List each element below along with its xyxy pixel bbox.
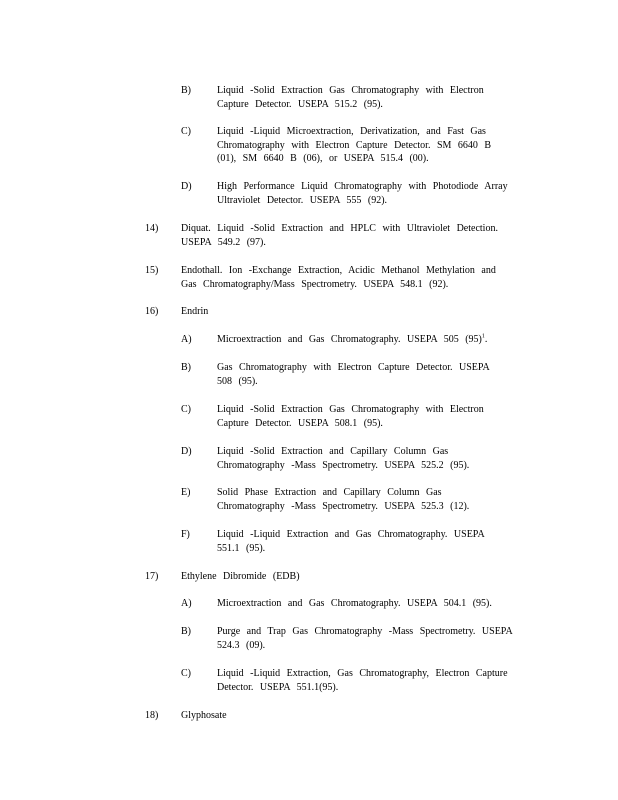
item-text bbox=[181, 709, 227, 723]
item-label: C) bbox=[181, 404, 191, 415]
item-text-body: Solid Phase Extraction and Capillary Column Gas Chromatography -Mass Spectrometry. USEPA 525.3 (12). bbox=[217, 487, 470, 512]
item-text-body: Microextraction and Gas Chromatography. USEPA 505 (95) bbox=[217, 334, 482, 345]
item-label: B) bbox=[181, 85, 191, 96]
item-text bbox=[217, 333, 487, 347]
item-text bbox=[217, 528, 485, 555]
item-text bbox=[217, 625, 513, 652]
item-text-body: Liquid -Liquid Microextraction, Derivatization, and Fast Gas Chromatography with Electron Capture Detector. SM 6640 B (01), SM 6640 B (06), or USEPA 515.4 (00). bbox=[217, 126, 492, 164]
item-text bbox=[217, 667, 508, 694]
item-text-body: Liquid -Solid Extraction Gas Chromatography with Electron Capture Detector. USEPA 515.2 (95). bbox=[217, 85, 484, 110]
item-text bbox=[217, 445, 469, 472]
item-text-body: High Performance Liquid Chromatography with Photodiode Array Ultraviolet Detector. USEPA 555 (92). bbox=[217, 181, 508, 206]
item-text-body: Diquat. Liquid -Solid Extraction and HPLC with Ultraviolet Detection. USEPA 549.2 (97). bbox=[181, 223, 498, 248]
item-text-body: Liquid -Liquid Extraction and Gas Chromatography. USEPA 551.1 (95). bbox=[217, 529, 485, 554]
item-text bbox=[217, 180, 508, 207]
item-text-body: Endothall. Ion -Exchange Extraction, Acidic Methanol Methylation and Gas Chromatography/Mass Spectrometry. USEPA 548.1 (92). bbox=[181, 265, 496, 290]
item-text bbox=[181, 570, 300, 584]
item-text bbox=[217, 597, 492, 611]
item-label: D) bbox=[181, 446, 192, 457]
item-text-body: Liquid -Solid Extraction and Capillary Column Gas Chromatography -Mass Spectrometry. USEPA 525.2 (95). bbox=[217, 446, 470, 471]
item-label: A) bbox=[181, 334, 192, 345]
item-text bbox=[217, 84, 484, 111]
item-label: A) bbox=[181, 598, 192, 609]
item-label: 16) bbox=[145, 306, 159, 317]
item-text-body: Purge and Trap Gas Chromatography -Mass Spectrometry. USEPA 524.3 (09). bbox=[217, 626, 513, 651]
item-text-body: Glyphosate bbox=[181, 710, 227, 721]
item-label: E) bbox=[181, 487, 191, 498]
item-text bbox=[181, 222, 498, 249]
item-text bbox=[181, 264, 496, 291]
item-text bbox=[181, 305, 208, 319]
item-text bbox=[217, 361, 490, 388]
footnote-marker: 1 bbox=[481, 333, 485, 340]
item-label: 15) bbox=[145, 265, 159, 276]
item-text-body: Ethylene Dibromide (EDB) bbox=[181, 571, 300, 582]
item-text-body: Liquid -Liquid Extraction, Gas Chromatography, Electron Capture Detector. USEPA 551.1(95). bbox=[217, 668, 508, 693]
item-text-body: Liquid -Solid Extraction Gas Chromatography with Electron Capture Detector. USEPA 508.1 (95). bbox=[217, 404, 484, 429]
item-text bbox=[217, 486, 469, 513]
footnote-punctuation: . bbox=[484, 334, 488, 345]
item-label: C) bbox=[181, 668, 191, 679]
item-label: 18) bbox=[145, 710, 159, 721]
item-label: F) bbox=[181, 529, 190, 540]
item-text bbox=[217, 403, 484, 430]
item-text bbox=[217, 125, 491, 166]
item-label: B) bbox=[181, 626, 191, 637]
item-text-body: Endrin bbox=[181, 306, 209, 317]
item-text-body: Gas Chromatography with Electron Capture Detector. USEPA 508 (95). bbox=[217, 362, 490, 387]
item-label: 17) bbox=[145, 571, 159, 582]
item-label: D) bbox=[181, 181, 192, 192]
item-label: 14) bbox=[145, 223, 159, 234]
item-label: B) bbox=[181, 362, 191, 373]
item-text-body: Microextraction and Gas Chromatography. USEPA 504.1 (95). bbox=[217, 598, 492, 609]
item-label: C) bbox=[181, 126, 191, 137]
